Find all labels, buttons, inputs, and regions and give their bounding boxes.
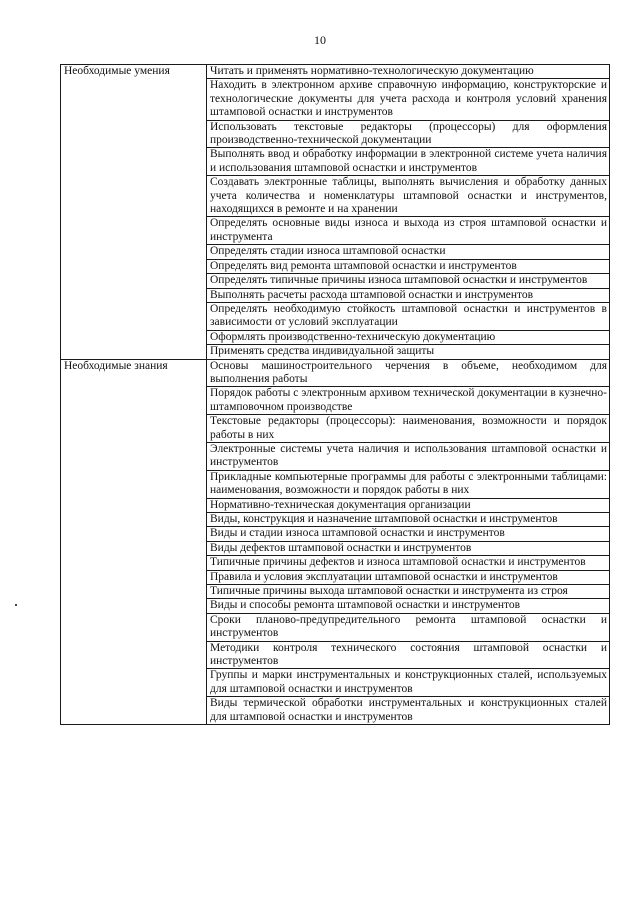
requirement-item: Определять основные виды износа и выхода из строя штамповой оснастки и инструмента bbox=[207, 217, 610, 245]
requirement-item: Текстовые редакторы (процессоры): наименования, возможности и порядок работы в них bbox=[207, 415, 610, 443]
requirement-item: Определять стадии износа штамповой оснастки bbox=[207, 245, 610, 259]
requirement-item: Определять типичные причины износа штамповой оснастки и инструментов bbox=[207, 274, 610, 288]
requirement-item: Создавать электронные таблицы, выполнять вычисления и обработку данных учета количества и номенклатуры штамповой оснастки и инструментов, находящихся в ремонте и на хранении bbox=[207, 176, 610, 217]
requirement-item: Определять необходимую стойкость штамповой оснастки и инструментов в зависимости от условий эксплуатации bbox=[207, 302, 610, 330]
requirement-item: Виды термической обработки инструментальных и конструкционных сталей для штамповой оснастки и инструментов bbox=[207, 697, 610, 725]
requirement-item: Порядок работы с электронным архивом технической документации в кузнечно-штамповочном производстве bbox=[207, 387, 610, 415]
requirement-item: Методики контроля технического состояния штамповой оснастки и инструментов bbox=[207, 641, 610, 669]
scan-dot bbox=[15, 604, 17, 606]
requirement-item: Нормативно-техническая документация организации bbox=[207, 498, 610, 512]
table-row bbox=[61, 65, 610, 79]
requirement-item: Типичные причины выхода штамповой оснастки и инструмента из строя bbox=[207, 585, 610, 599]
requirement-item: Использовать текстовые редакторы (процессоры) для оформления производственно-технической документации bbox=[207, 120, 610, 148]
section-heading: Необходимые умения bbox=[61, 65, 207, 360]
requirement-item: Электронные системы учета наличия и использования штамповой оснастки и инструментов bbox=[207, 442, 610, 470]
requirement-item: Находить в электронном архиве справочную информацию, конструкторские и технологические документы для учета расхода и контроля условий хранения штамповой оснастки и инструментов bbox=[207, 79, 610, 120]
requirement-item: Основы машиностроительного черчения в объеме, необходимом для выполнения работы bbox=[207, 359, 610, 387]
requirement-item: Прикладные компьютерные программы для работы с электронными таблицами: наименования, возможности и порядок работы в них bbox=[207, 470, 610, 498]
requirement-item: Применять средства индивидуальной защиты bbox=[207, 345, 610, 359]
table-row bbox=[61, 359, 610, 387]
requirement-item: Определять вид ремонта штамповой оснастки и инструментов bbox=[207, 259, 610, 273]
requirement-item: Виды и способы ремонта штамповой оснастки и инструментов bbox=[207, 599, 610, 613]
requirement-item: Выполнять ввод и обработку информации в электронной системе учета наличия и использования штамповой оснастки и инструментов bbox=[207, 148, 610, 176]
page-number: 10 bbox=[314, 33, 326, 47]
requirement-item: Виды дефектов штамповой оснастки и инструментов bbox=[207, 541, 610, 555]
requirement-item: Читать и применять нормативно-технологическую документацию bbox=[207, 65, 610, 79]
requirement-item: Группы и марки инструментальных и конструкционных сталей, используемых для штамповой оснастки и инструментов bbox=[207, 669, 610, 697]
requirement-item: Оформлять производственно-техническую документацию bbox=[207, 330, 610, 344]
requirement-item: Типичные причины дефектов и износа штамповой оснастки и инструментов bbox=[207, 556, 610, 570]
requirement-item: Виды, конструкция и назначение штамповой оснастки и инструментов bbox=[207, 513, 610, 527]
requirements-table-body bbox=[61, 65, 610, 725]
requirement-item: Правила и условия эксплуатации штамповой оснастки и инструментов bbox=[207, 570, 610, 584]
requirement-item: Выполнять расчеты расхода штамповой оснастки и инструментов bbox=[207, 288, 610, 302]
section-heading: Необходимые знания bbox=[61, 359, 207, 725]
requirement-item: Сроки планово-предупредительного ремонта штамповой оснастки и инструментов bbox=[207, 613, 610, 641]
requirement-item: Виды и стадии износа штамповой оснастки и инструментов bbox=[207, 527, 610, 541]
requirements-table bbox=[60, 64, 610, 725]
